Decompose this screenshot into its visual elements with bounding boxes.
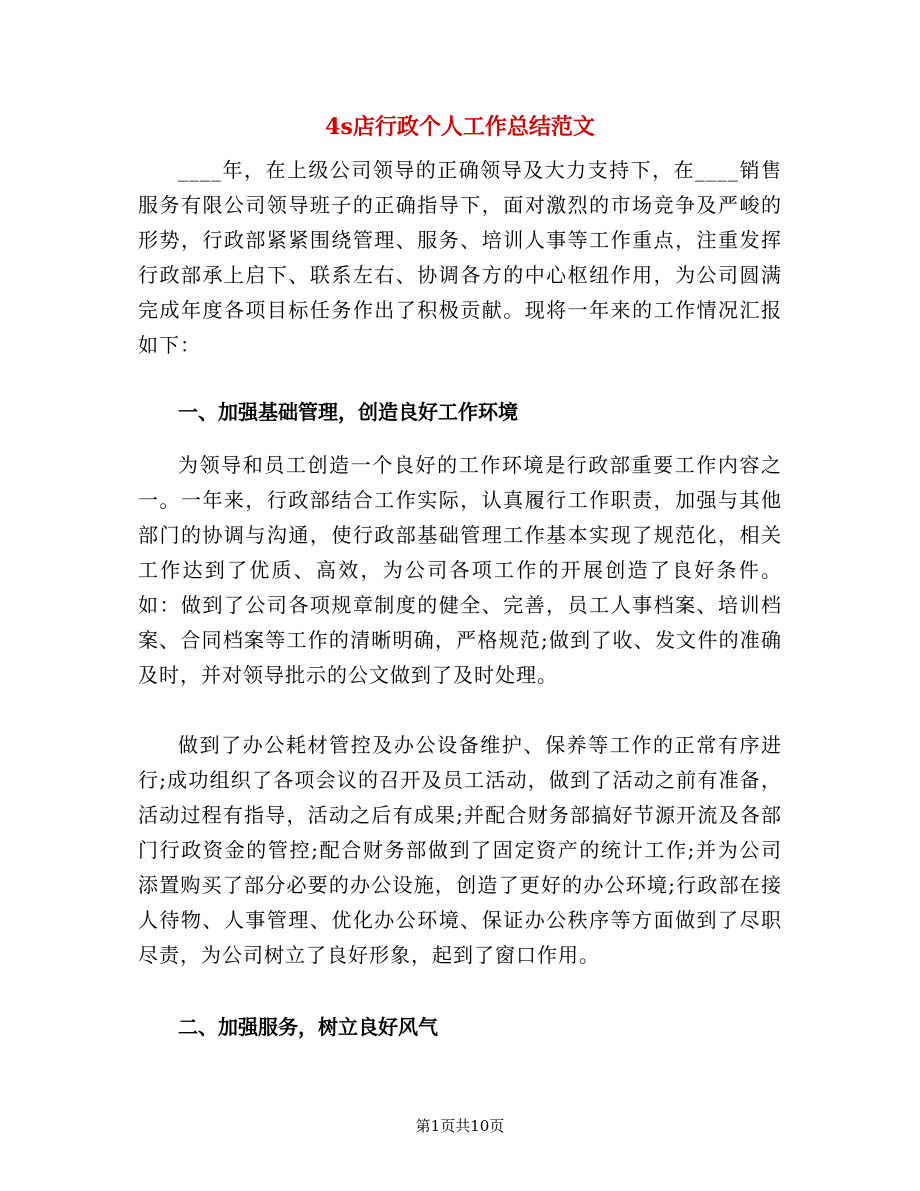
section-heading-2: 二、加强服务，树立良好风气	[178, 1015, 438, 1039]
section-heading-1: 一、加强基础管理，创造良好工作环境	[178, 400, 518, 424]
document-title: 4s店行政个人工作总结范文	[325, 114, 595, 140]
page-number-footer: 第1页共10页	[415, 1117, 505, 1135]
section-1-paragraph-1: 为领导和员工创造一个良好的工作环境是行政部重要工作内容之一。一年来，行政部结合工作实际，认真履行工作职责，加强与其他部门的协调与沟通，使行政部基础管理工作基本实现了规范化，相关工作达到了优质、高效，为公司各项工作的开展创造了良好条件。如：做到了公司各项规章制度的健全、完善，员工人事档案、培训档案、合同档案等工作的清晰明确，严格规范;做到了收、发文件的准确及时，并对领导批示的公文做到了及时处理。	[138, 453, 782, 687]
intro-paragraph: ____年，在上级公司领导的正确领导及大力支持下，在____销售服务有限公司领导班子的正确指导下，面对激烈的市场竞争及严峻的形势，行政部紧紧围绕管理、服务、培训人事等工作重点，注重发挥行政部承上启下、联系左右、协调各方的中心枢纽作用，为公司圆满完成年度各项目标任务作出了积极贡献。现将一年来的工作情况汇报如下：	[138, 158, 782, 357]
section-1-paragraph-2: 做到了办公耗材管控及办公设备维护、保养等工作的正常有序进行;成功组织了各项会议的召开及员工活动，做到了活动之前有准备，活动过程有指导，活动之后有成果;并配合财务部搞好节源开流及各部门行政资金的管控;配合财务部做到了固定资产的统计工作;并为公司添置购买了部分必要的办公设施，创造了更好的办公环境;行政部在接人待物、人事管理、优化办公环境、保证办公秩序等方面做到了尽职尽责，为公司树立了良好形象，起到了窗口作用。	[138, 733, 782, 967]
